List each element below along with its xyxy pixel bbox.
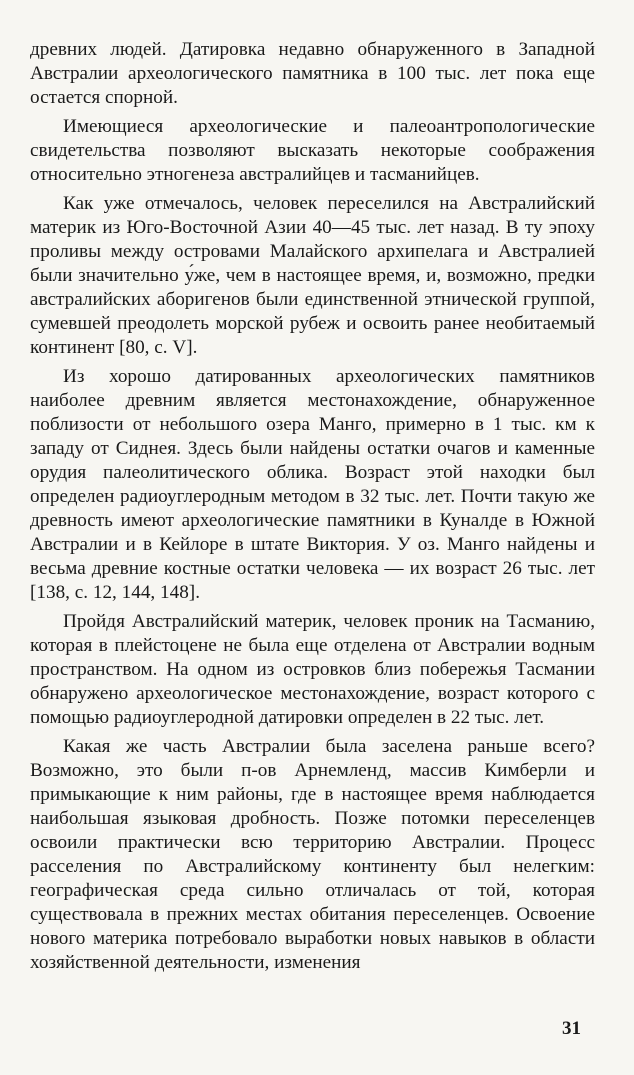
body-text	[30, 38, 595, 980]
paragraph-continuation: древних людей. Датировка недавно обнаруженного в Западной Австралии археологического памятника в 100 тыс. лет пока еще остается спорной.	[30, 39, 595, 108]
paragraph-tasmania: Пройдя Австралийский материк, человек проник на Тасманию, которая в плейстоцене не была еще отделена от Австралии водным пространством. На одном из островков близ побережья Тасмании обнаружено археологическое местонахождение, возраст которого с помощью радиоуглеродной датировки определен в 22 тыс. лет.	[30, 611, 595, 728]
paragraph-settlement: Какая же часть Австралии была заселена раньше всего? Возможно, это были п-ов Арнемленд, массив Кимберли и примыкающие к ним районы, где в настоящее время наблюдается наибольшая языковая дробность. Позже потомки переселенцев освоили практически всю территорию Австралии. Процесс расселения по Австралийскому континенту был нелегким: географическая среда сильно отличалась от той, которая существовала в прежних местах обитания переселенцев. Освоение нового материка потребовало выработки новых навыков в области хозяйственной деятельности, изменения	[30, 736, 595, 973]
paragraph-evidence: Имеющиеся археологические и палеоантропологические свидетельства позволяют высказать некоторые соображения относительно этногенеза австралийцев и тасманийцев.	[30, 116, 595, 185]
page-number: 31	[562, 1018, 581, 1039]
paragraph-migration: Как уже отмечалось, человек переселился на Австралийский материк из Юго-Восточной Азии 40—45 тыс. лет назад. В ту эпоху проливы между островами Малайского архипелага и Австралией были значительно у́же, чем в настоящее время, и, возможно, предки австралийских аборигенов были единственной этнической группой, сумевшей преодолеть морской рубеж и освоить ранее необитаемый континент [80, с. V].	[30, 193, 595, 358]
paragraph-lake-mungo: Из хорошо датированных археологических памятников наиболее древним является местонахождение, обнаруженное поблизости от небольшого озера Манго, примерно в 1 тыс. км к западу от Сиднея. Здесь были найдены остатки очагов и каменные орудия палеолитического облика. Возраст этой находки был определен радиоуглеродным методом в 32 тыс. лет. Почти такую же древность имеют археологические памятники в Куналде в Южной Австралии и в Кейлоре в штате Виктория. У оз. Манго найдены и весьма древние костные остатки человека — их возраст 26 тыс. лет [138, с. 12, 144, 148].	[30, 366, 595, 603]
